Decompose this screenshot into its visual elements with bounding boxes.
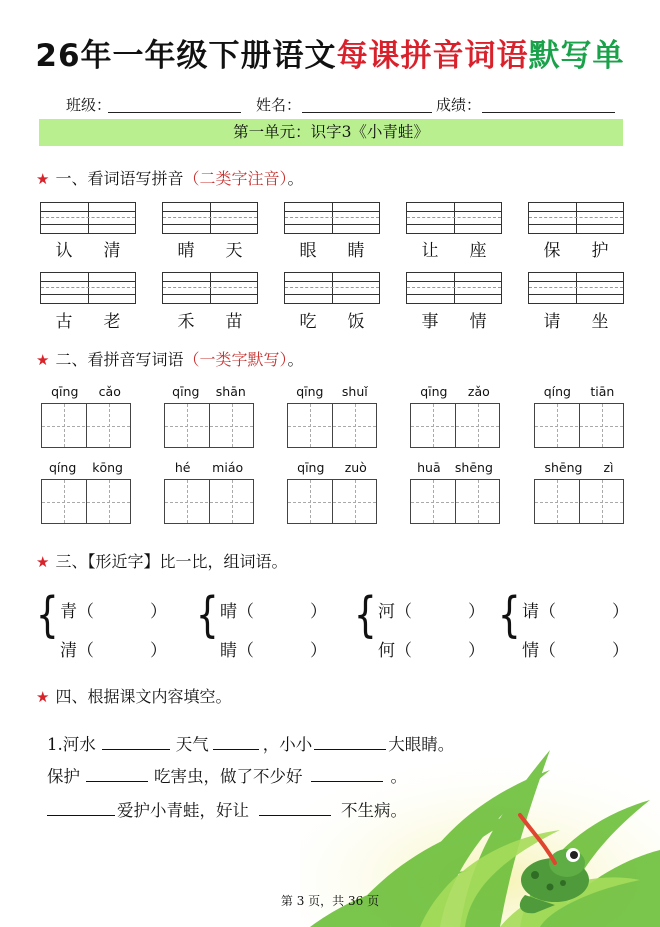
page-footer: 第 3 页，共 36 页: [280, 894, 380, 908]
score-label: 成绩：: [436, 96, 482, 114]
fill-text: 1.河水: [47, 735, 96, 754]
pinyin-syllable: cǎo: [98, 384, 121, 399]
pinyin-pair: [164, 460, 254, 475]
fill-text: 保护: [47, 767, 80, 786]
word-pair: [406, 236, 502, 261]
compare-item: 何（: [378, 641, 412, 661]
compare-answer-blank[interactable]: [260, 636, 340, 656]
pinyin-syllable: shēng: [454, 460, 493, 475]
word-pair: [528, 307, 624, 332]
pinyin-pair: [534, 384, 624, 399]
word-char: 老: [103, 312, 121, 332]
word-pair: [162, 307, 258, 332]
pinyin-syllable: qīng: [51, 384, 79, 399]
word-char: 晴: [177, 241, 195, 261]
compare-item: 情（: [522, 641, 556, 661]
close-paren: ）: [612, 641, 629, 661]
character-writing-grid[interactable]: [164, 403, 254, 448]
word-pair: [528, 236, 624, 261]
word-char: 事: [421, 312, 439, 332]
compare-answer-blank[interactable]: [562, 636, 642, 656]
answer-blank[interactable]: [314, 735, 386, 750]
pinyin-writing-box[interactable]: [40, 202, 136, 234]
section1-tail: 。: [287, 169, 304, 188]
pinyin-pair: [410, 384, 500, 399]
star-icon: ★: [36, 688, 50, 706]
character-writing-grid[interactable]: [534, 479, 624, 524]
pinyin-pair: [287, 384, 377, 399]
close-paren: ）: [150, 641, 167, 661]
fill-text: 天气: [175, 735, 209, 754]
word-pair: [40, 307, 136, 332]
pinyin-syllable: zì: [603, 460, 614, 475]
unit-banner: 第一单元：识字3《小青蛙》: [39, 119, 623, 146]
character-writing-grid[interactable]: [534, 403, 624, 448]
compare-answer-blank[interactable]: [260, 597, 340, 617]
pinyin-syllable: huā: [417, 460, 441, 475]
compare-item: 晴（: [220, 602, 254, 622]
compare-answer-blank[interactable]: [100, 636, 180, 656]
page-title: [0, 30, 660, 75]
fill-line-2: [47, 763, 407, 787]
pinyin-writing-box[interactable]: [528, 272, 624, 304]
pinyin-syllable: zǎo: [467, 384, 490, 399]
word-char: 饭: [347, 312, 365, 332]
section2-note: （一类字默写）: [183, 350, 288, 369]
score-field[interactable]: [482, 112, 615, 113]
word-char: 坐: [591, 312, 609, 332]
answer-blank[interactable]: [102, 735, 170, 750]
word-pair: [162, 236, 258, 261]
pinyin-syllable: qīng: [420, 384, 448, 399]
section4-title: 四、根据课文内容填空。: [55, 687, 232, 706]
pinyin-pair: [164, 384, 254, 399]
pinyin-syllable: shān: [215, 384, 246, 399]
compare-item: 请（: [522, 602, 556, 622]
fill-text: 大眼睛。: [388, 735, 455, 754]
word-char: 让: [421, 241, 439, 261]
brace-icon: {: [353, 587, 377, 643]
word-char: 天: [225, 241, 243, 261]
compare-answer-blank[interactable]: [418, 636, 498, 656]
pinyin-pair: [41, 460, 131, 475]
compare-item: 河（: [378, 602, 412, 622]
star-icon: ★: [36, 351, 50, 369]
section1-note: （二类字注音）: [183, 169, 288, 188]
word-char: 眼: [299, 241, 317, 261]
pinyin-writing-box[interactable]: [284, 202, 380, 234]
character-writing-grid[interactable]: [287, 403, 377, 448]
compare-item: 青（: [60, 602, 94, 622]
close-paren: ）: [310, 602, 327, 622]
pinyin-writing-box[interactable]: [40, 272, 136, 304]
fill-line-1: [47, 731, 454, 755]
pinyin-syllable: qīng: [172, 384, 200, 399]
close-paren: ）: [612, 602, 629, 622]
pinyin-writing-box[interactable]: [162, 202, 258, 234]
star-icon: ★: [36, 553, 50, 571]
character-writing-grid[interactable]: [287, 479, 377, 524]
compare-answer-blank[interactable]: [100, 597, 180, 617]
section2-title: 二、看拼音写词语: [55, 350, 184, 369]
pinyin-pair: [287, 460, 377, 475]
section2-tail: 。: [287, 350, 304, 369]
pinyin-syllable: shuǐ: [341, 384, 368, 399]
pinyin-syllable: zuò: [344, 460, 367, 475]
fill-text: 爱护小青蛙，好让: [117, 801, 249, 820]
answer-blank[interactable]: [311, 767, 383, 782]
section4-heading: [36, 684, 231, 707]
word-char: 保: [543, 241, 561, 261]
title-part-1: 26年一年级下册语文: [35, 38, 337, 74]
pinyin-writing-box[interactable]: [162, 272, 258, 304]
word-char: 吃: [299, 312, 317, 332]
pinyin-writing-box[interactable]: [528, 202, 624, 234]
word-pair: [40, 236, 136, 261]
compare-answer-blank[interactable]: [562, 597, 642, 617]
section3-title: 三、【形近字】比一比，组词语。: [55, 552, 288, 571]
pinyin-syllable: tiān: [590, 384, 615, 399]
word-pair: [284, 236, 380, 261]
word-char: 护: [591, 241, 609, 261]
pinyin-syllable: qīng: [296, 384, 324, 399]
word-char: 禾: [177, 312, 195, 332]
fill-text: 。: [390, 767, 407, 786]
word-pair: [284, 307, 380, 332]
answer-blank[interactable]: [86, 767, 148, 782]
word-char: 睛: [347, 241, 365, 261]
word-char: 座: [469, 241, 487, 261]
pinyin-syllable: qīng: [297, 460, 325, 475]
pinyin-syllable: miáo: [212, 460, 244, 475]
character-writing-grid[interactable]: [410, 479, 500, 524]
word-char: 情: [469, 312, 487, 332]
word-char: 古: [55, 312, 73, 332]
character-writing-grid[interactable]: [164, 479, 254, 524]
title-part-3: 默写单: [528, 38, 625, 74]
compare-item: 清（: [60, 641, 94, 661]
answer-blank[interactable]: [259, 801, 331, 816]
compare-answer-blank[interactable]: [418, 597, 498, 617]
word-pair: [406, 307, 502, 332]
word-char: 苗: [225, 312, 243, 332]
title-part-2: 每课拼音词语: [336, 38, 529, 74]
name-field[interactable]: [302, 112, 432, 113]
character-writing-grid[interactable]: [41, 479, 131, 524]
brace-icon: {: [195, 587, 219, 643]
pinyin-syllable: qíng: [543, 384, 571, 399]
pinyin-syllable: shēng: [544, 460, 583, 475]
pinyin-pair: [534, 460, 624, 475]
word-char: 请: [543, 312, 561, 332]
class-field[interactable]: [108, 112, 241, 113]
word-char: 认: [55, 241, 73, 261]
answer-blank[interactable]: [47, 801, 115, 816]
section3-heading: [36, 549, 287, 572]
section1-heading: [36, 166, 304, 189]
fill-text: ，小小: [262, 735, 313, 754]
answer-blank[interactable]: [213, 735, 259, 750]
brace-icon: {: [497, 587, 521, 643]
section1-title: 一、看词语写拼音: [55, 169, 184, 188]
pinyin-syllable: kōng: [92, 460, 123, 475]
section2-heading: [36, 347, 304, 370]
pinyin-pair: [41, 384, 131, 399]
word-char: 清: [103, 241, 121, 261]
character-writing-grid[interactable]: [410, 403, 500, 448]
name-label: 姓名：: [256, 96, 302, 114]
fill-line-3: [47, 797, 407, 821]
star-icon: ★: [36, 170, 50, 188]
fill-text: 吃害虫，做了不少好: [154, 767, 303, 786]
pinyin-writing-box[interactable]: [284, 272, 380, 304]
pinyin-syllable: qíng: [48, 460, 77, 475]
close-paren: ）: [468, 602, 485, 622]
pinyin-writing-box[interactable]: [406, 202, 502, 234]
character-writing-grid[interactable]: [41, 403, 131, 448]
compare-item: 睛（: [220, 641, 254, 661]
fill-text: 不生病。: [341, 801, 407, 820]
close-paren: ）: [310, 641, 327, 661]
close-paren: ）: [150, 602, 167, 622]
pinyin-writing-box[interactable]: [406, 272, 502, 304]
brace-icon: {: [35, 587, 59, 643]
pinyin-syllable: hé: [174, 460, 191, 475]
pinyin-pair: [410, 460, 500, 475]
close-paren: ）: [468, 641, 485, 661]
class-label: 班级：: [66, 96, 112, 114]
